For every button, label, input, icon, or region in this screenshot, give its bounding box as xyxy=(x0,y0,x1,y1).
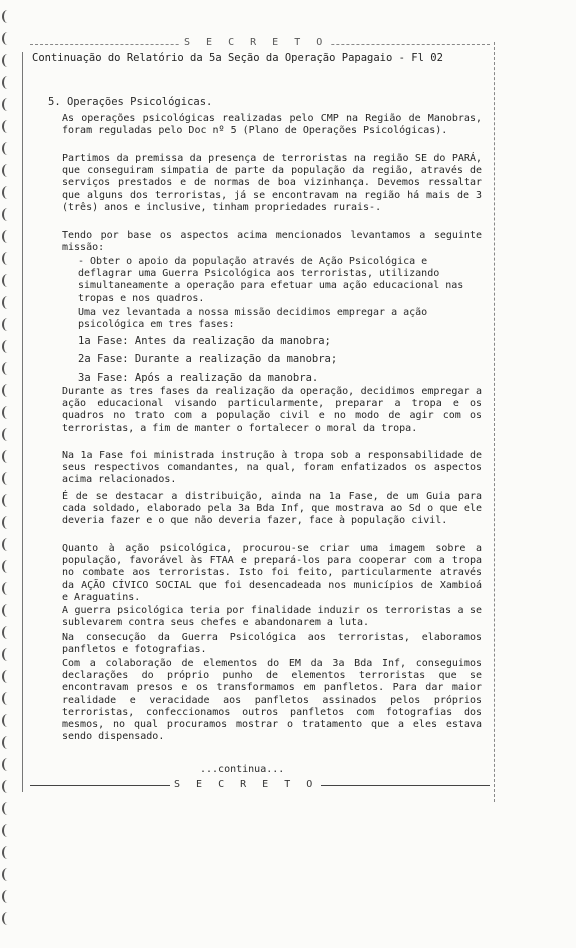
binding-holes xyxy=(2,10,16,940)
right-rule xyxy=(494,42,496,802)
left-rule xyxy=(22,52,24,792)
paragraph-4: Uma vez levantada a nossa missão decidimos empregar a ação psicológica em tres fases: xyxy=(78,307,428,331)
section-title: 5. Operações Psicológicas. xyxy=(48,96,213,108)
paragraph-11: Com a colaboração de elementos do EM da 3a Bda Inf, conseguimos declarações do próprio punho de elementos terroristas que se encontravam presos e os transformamos em panfletos. Para dar maior realidade e veracidade aos panfletos assinados pelos próprios terroristas, confeccionamos outros panfletos com fotografias dos mesmos, no qual procuramos mostrar o tratamento que a eles estava sendo dispensado. xyxy=(62,658,482,743)
paragraph-7: É de se destacar a distribuição, ainda na 1a Fase, de um Guia para cada soldado, elaborado pela 3a Bda Inf, que mostrava ao Sd o que ele deveria fazer e o que não deveria fazer, face à população civil. xyxy=(62,491,482,527)
classification-bottom: S E C R E T O xyxy=(170,779,321,790)
paragraph-6: Na 1a Fase foi ministrada instrução à tropa sob a responsabilidade de seus respectivos comandantes, na qual, foram enfatizados os aspectos acima relacionados. xyxy=(62,450,482,486)
page-header: Continuação do Relatório da 5a Seção da Operação Papagaio - Fl 02 xyxy=(32,52,443,64)
paragraph-5: Durante as tres fases da realização da operação, decidimos empregar a ação educacional visando particularmente, preparar a tropa e os quadros no trato com a população civil e no modo de agir com os terroristas, a fim de manter o fortalecer o moral da tropa. xyxy=(62,386,482,434)
phase-3: 3a Fase: Após a realização da manobra. xyxy=(78,372,319,384)
phase-1: 1a Fase: Antes da realização da manobra; xyxy=(78,335,331,347)
paragraph-10: Na consecução da Guerra Psicológica aos terroristas, elaboramos panfletos e fotografias. xyxy=(62,632,482,656)
continua-label: ...continua... xyxy=(200,764,285,775)
phase-2: 2a Fase: Durante a realização da manobra; xyxy=(78,353,338,365)
paragraph-8: Quanto à ação psicológica, procurou-se criar uma imagem sobre a população, favorável às FTAA e prepará-los para cooperar com a tropa no combate aos terroristas. Isto foi feito, particularmente através da AÇÃO CÍVICO SOCIAL que foi desencadeada nos municípios de Xambioá e Araguatins. xyxy=(62,543,482,603)
paragraph-2: Partimos da premissa da presença de terroristas na região SE do PARÁ, que conseguiram simpatia de parte da população da região, através de serviços prestados e de normas de boa vizinhança. Devemos ressaltar que alguns dos terroristas, já se encontravam na região há mais de 3 (três) anos e inclusive, tinham propriedades rurais-. xyxy=(62,153,482,213)
paragraph-3: Tendo por base os aspectos acima mencionados levantamos a seguinte missão: xyxy=(62,230,482,254)
paragraph-1: As operações psicológicas realizadas pelo CMP na Região de Manobras, foram reguladas pelo Doc nº 5 (Plano de Operações Psicológicas). xyxy=(62,113,482,137)
mission-item: - Obter o apoio da população através de Ação Psicológica e deflagrar uma Guerra Psicológica aos terroristas, utilizando simultaneamente a operação para efetuar uma ação educacional nas tropas e nos quadros. xyxy=(78,256,464,304)
paragraph-9: A guerra psicológica teria por finalidade induzir os terroristas a se sublevarem contra seus chefes e abandonarem a luta. xyxy=(62,605,482,629)
classification-top: S E C R E T O xyxy=(180,37,331,48)
